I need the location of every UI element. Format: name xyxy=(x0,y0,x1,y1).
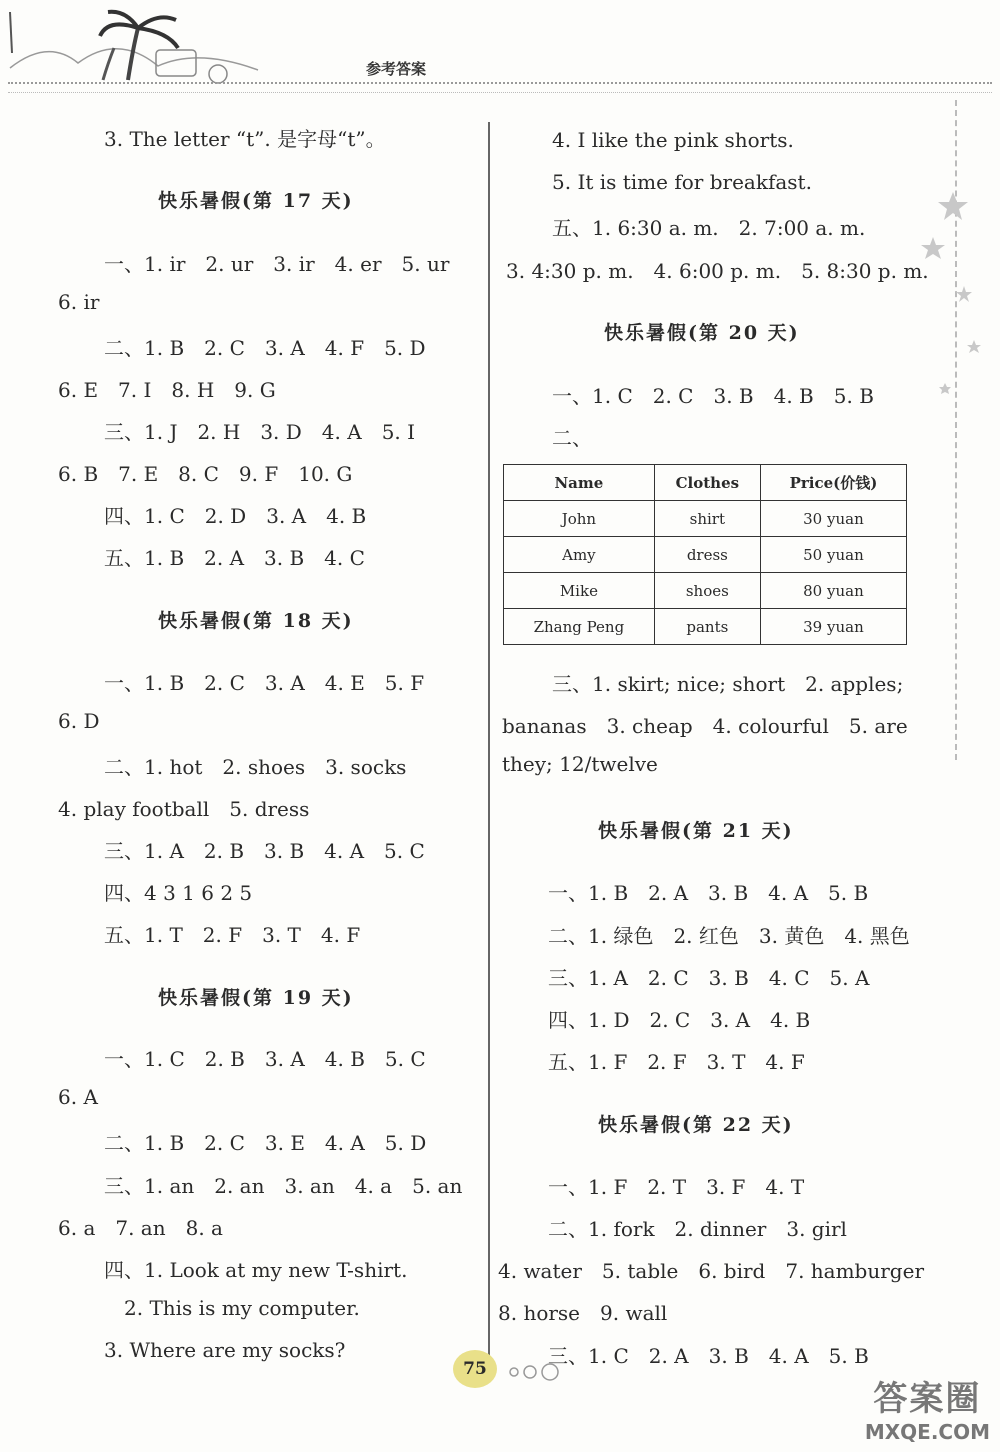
answer-line: 三、1. J 2. H 3. D 4. A 5. I xyxy=(104,420,416,444)
section-title-day21: 快乐暑假(第 21 天) xyxy=(598,820,794,842)
answer-line: 6. ir xyxy=(58,290,100,314)
section-title-day18: 快乐暑假(第 18 天) xyxy=(158,610,354,632)
table-row xyxy=(504,573,907,609)
answer-line: 三、1. A 2. B 3. B 4. A 5. C xyxy=(104,839,425,863)
answer-line: 2. This is my computer. xyxy=(124,1296,360,1320)
answer-line: 一、1. C 2. B 3. A 4. B 5. C xyxy=(104,1047,426,1071)
watermark xyxy=(865,1371,990,1444)
answer-line: 5. It is time for breakfast. xyxy=(552,170,812,194)
answer-line: 四、4 3 1 6 2 5 xyxy=(104,881,253,905)
table-cell: shirt xyxy=(654,501,760,537)
answer-line: 三、1. A 2. C 3. B 4. C 5. A xyxy=(548,966,870,990)
beach-decoration-icon xyxy=(8,8,268,90)
table-cell: John xyxy=(504,501,655,537)
page-header xyxy=(0,0,1000,100)
answer-line: 二、1. B 2. C 3. E 4. A 5. D xyxy=(104,1131,427,1155)
header-title: 参考答案 xyxy=(366,60,427,78)
table-header: Price(价钱) xyxy=(760,465,906,501)
table-row xyxy=(504,501,907,537)
header-divider xyxy=(8,82,992,84)
table-cell: Amy xyxy=(504,537,655,573)
answer-line: 二、1. fork 2. dinner 3. girl xyxy=(548,1217,847,1241)
header-divider-secondary xyxy=(8,92,992,93)
answer-line: 一、1. F 2. T 3. F 4. T xyxy=(548,1175,805,1199)
table-cell: 39 yuan xyxy=(760,609,906,645)
table-cell: pants xyxy=(654,609,760,645)
answer-line: 6. A xyxy=(58,1085,98,1109)
table-cell: Zhang Peng xyxy=(504,609,655,645)
table-header-row xyxy=(504,465,907,501)
answer-line: 四、1. D 2. C 3. A 4. B xyxy=(548,1008,811,1032)
table-cell: Mike xyxy=(504,573,655,609)
answer-line: 三、1. C 2. A 3. B 4. A 5. B xyxy=(548,1344,869,1368)
table-cell: 50 yuan xyxy=(760,537,906,573)
answer-line: 二、 xyxy=(552,426,592,450)
answer-line: 四、1. C 2. D 3. A 4. B xyxy=(104,504,367,528)
answer-line: 一、1. ir 2. ur 3. ir 4. er 5. ur xyxy=(104,252,450,276)
answer-line: 五、1. 6:30 a. m. 2. 7:00 a. m. xyxy=(552,216,866,240)
watermark-url: MXQE.COM xyxy=(864,1420,990,1444)
table-header: Name xyxy=(504,465,655,501)
page-number: 75 xyxy=(453,1350,497,1388)
answer-line: 6. a 7. an 8. a xyxy=(58,1216,223,1240)
table-cell: dress xyxy=(654,537,760,573)
section-title-day20: 快乐暑假(第 20 天) xyxy=(604,322,800,344)
table-cell: shoes xyxy=(654,573,760,609)
answer-line: 一、1. C 2. C 3. B 4. B 5. B xyxy=(552,384,874,408)
table-cell: 80 yuan xyxy=(760,573,906,609)
answer-line: 6. B 7. E 8. C 9. F 10. G xyxy=(58,462,353,486)
answer-line: 3. 4:30 p. m. 4. 6:00 p. m. 5. 8:30 p. m. xyxy=(506,259,929,283)
answer-line: 8. horse 9. wall xyxy=(498,1301,668,1325)
answer-line: 五、1. T 2. F 3. T 4. F xyxy=(104,923,361,947)
answer-line: 4. water 5. table 6. bird 7. hamburger xyxy=(498,1259,925,1283)
section-title-day19: 快乐暑假(第 19 天) xyxy=(158,987,354,1009)
answer-line: 6. E 7. I 8. H 9. G xyxy=(58,378,276,402)
price-table xyxy=(503,464,907,645)
watermark-main: 答案圈 xyxy=(873,1379,982,1419)
column-divider xyxy=(488,122,490,1382)
table-row xyxy=(504,537,907,573)
answer-line: 3. The letter “t”. 是字母“t”。 xyxy=(104,127,386,151)
answer-line: 6. D xyxy=(58,709,100,733)
answer-line: 4. play football 5. dress xyxy=(58,797,310,821)
bubbles-decoration-icon xyxy=(508,1360,568,1384)
answer-line: 五、1. F 2. F 3. T 4. F xyxy=(548,1050,805,1074)
table-header: Clothes xyxy=(654,465,760,501)
answer-line: they; 12/twelve xyxy=(502,752,658,776)
answer-line: 3. Where are my socks? xyxy=(104,1338,346,1362)
answer-line: 五、1. B 2. A 3. B 4. C xyxy=(104,546,365,570)
answer-line: 一、1. B 2. A 3. B 4. A 5. B xyxy=(548,881,869,905)
table-row xyxy=(504,609,907,645)
section-title-day22: 快乐暑假(第 22 天) xyxy=(598,1114,794,1136)
answer-line: bananas 3. cheap 4. colourful 5. are xyxy=(502,714,908,738)
table-cell: 30 yuan xyxy=(760,501,906,537)
answer-line: 二、1. hot 2. shoes 3. socks xyxy=(104,755,407,779)
answer-line: 4. I like the pink shorts. xyxy=(552,128,794,152)
answer-line: 二、1. B 2. C 3. A 4. F 5. D xyxy=(104,336,426,360)
answer-line: 三、1. an 2. an 3. an 4. a 5. an xyxy=(104,1174,463,1198)
answer-line: 四、1. Look at my new T-shirt. xyxy=(104,1258,408,1282)
section-title-day17: 快乐暑假(第 17 天) xyxy=(158,190,354,212)
answer-line: 一、1. B 2. C 3. A 4. E 5. F xyxy=(104,671,425,695)
answer-line: 三、1. skirt; nice; short 2. apples; xyxy=(552,672,904,696)
answer-line: 二、1. 绿色 2. 红色 3. 黄色 4. 黑色 xyxy=(548,924,910,948)
star-decoration-icon xyxy=(920,180,990,410)
